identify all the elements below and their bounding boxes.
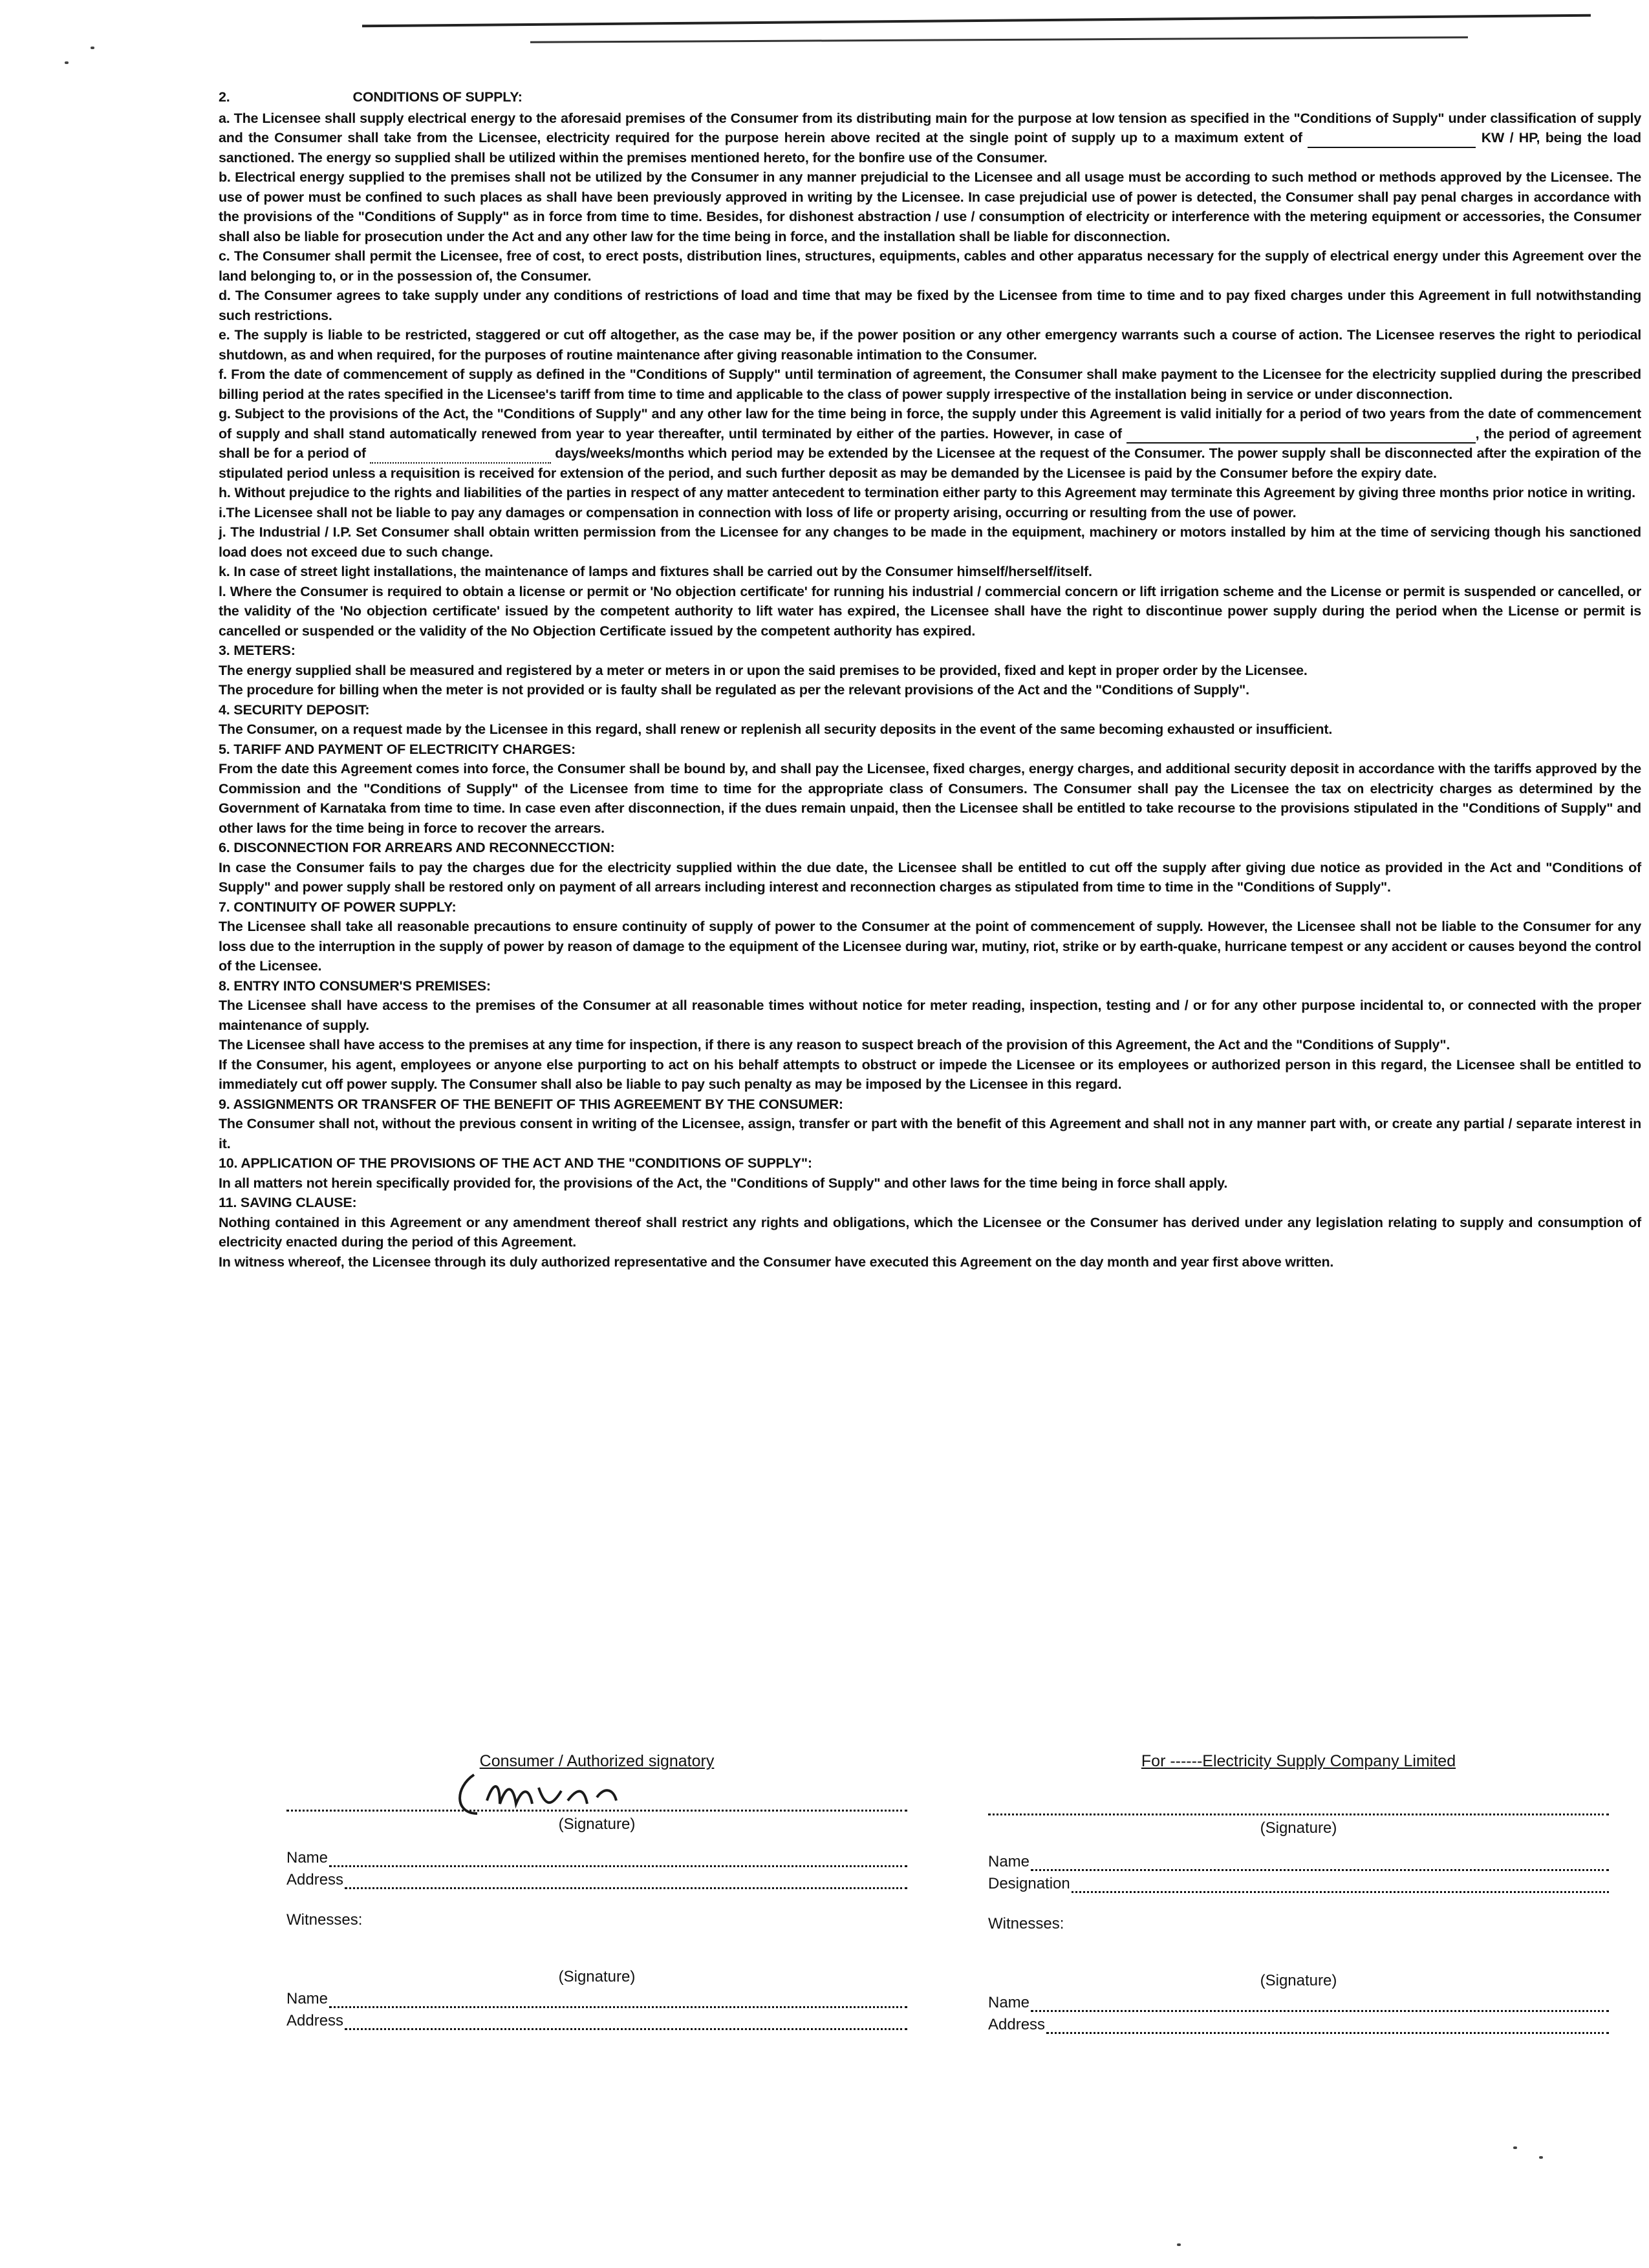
section-9-para: The Consumer shall not, without the previous consent in writing of the Licensee, assign, transfer or part with the benefit of this Agreement and shall not in any manner part with, or create any partial / separate interest in it. xyxy=(219,1116,1641,1151)
section-9-heading: 9. ASSIGNMENTS OR TRANSFER OF THE BENEFIT OF THIS AGREEMENT BY THE CONSUMER: xyxy=(219,1096,843,1112)
scan-speck xyxy=(91,47,94,49)
witness-name-field[interactable]: Name xyxy=(286,1990,907,2008)
scan-speck xyxy=(1513,2146,1517,2149)
case-blank xyxy=(1126,429,1476,444)
load-blank xyxy=(1308,134,1476,148)
section-7-para: The Licensee shall take all reasonable precautions to ensure continuity of supply of power to the Consumer at the point of commencement of supply. However, the Licensee shall not be liable to the Consumer for any loss due to the interruption in the supply of power by reason of damage to the equipment of the Licensee during war, mutiny, riot, strike or by earth-quake, hurricane tempest or any accident or causes beyond the control of the Licensee. xyxy=(219,919,1641,974)
witnesses-label: Witnesses: xyxy=(988,1915,1064,1932)
scan-edge-mark xyxy=(530,36,1468,46)
clause-d: d. The Consumer agrees to take supply under any conditions of restrictions of load and time that may be fixed by the Licensee from time to time and to pay fixed charges under this Agreement in full notwithstanding such restrictions. xyxy=(219,288,1641,323)
section-number: 2. xyxy=(219,89,230,105)
section-6-para: In case the Consumer fails to pay the charges due for the electricity supplied within the due date, the Licensee shall be entitled to cut off the supply after giving due notice as provided in the Act and "Conditions of Supply" and power supply shall be restored only on payment of all arrears including interest and reconnection charges as stipulated from time to time in the "Conditions of Supply". xyxy=(219,859,1641,895)
signature-label: (Signature) xyxy=(1260,1819,1337,1837)
clause-i: i.The Licensee shall not be liable to pay any damages or compensation in connection with loss of life or property arising, occurring or resulting from the use of power. xyxy=(219,504,1297,520)
consumer-signature-column xyxy=(286,1752,907,2030)
clause-a: a. The Licensee shall supply electrical energy to the aforesaid premises of the Consumer from its distributing main for the purpose at low tension as specified in the "Conditions of Supply" under classification of supply and the Consumer shall take from the Licensee, electricity required for the purpose herein above recited at the single point of supply up to a maximum extent of KW / HP, being the load sanctioned. The energy so supplied shall be utilized within the premises mentioned hereto, for the bonfire use of the Consumer. xyxy=(219,110,1641,166)
section-2-heading xyxy=(219,87,1641,107)
section-5-para: From the date this Agreement comes into force, the Consumer shall be bound by, and shall pay the Licensee, fixed charges, energy charges, and additional security deposit in accordance with the tariffs approved by the Commission and the "Conditions of Supply" of the Licensee from time to time for the appropriate class of Consumers. The Consumer shall pay the Licensee the tax on electricity charges as determined by the Government of Karnataka from time to time. In case even after disconnection, if the dues remain unpaid, then the Licensee shall be entitled to take recourse to the provisions stipulated in the "Conditions of Supply" and other laws for the time being in force to recover the arrears. xyxy=(219,761,1641,836)
section-11-heading: 11. SAVING CLAUSE: xyxy=(219,1195,357,1210)
clause-l: l. Where the Consumer is required to obtain a license or permit or 'No objection certificate' for running his industrial / commercial concern or lift irrigation scheme and the License or permit is suspended or cancelled, or the validity of the 'No objection certificate' issued by the competent authority to lift water has expired, the Licensee shall have the right to discontinue power supply during the period when the License or permit is cancelled or suspended or the validity of the No Objection Certificate issued by the competent authority has expired. xyxy=(219,583,1641,639)
witness-address-field[interactable]: Address xyxy=(286,2012,907,2030)
section-4-heading: 4. SECURITY DEPOSIT: xyxy=(219,701,370,718)
section-title: CONDITIONS OF SUPPLY: xyxy=(352,89,523,105)
section-8-para: The Licensee shall have access to the premises of the Consumer at all reasonable times without notice for meter reading, inspection, testing and / or for any other purpose incidental to, or connected with the proper maintenance of supply. xyxy=(219,998,1641,1033)
scan-speck xyxy=(65,61,69,64)
signature-label: (Signature) xyxy=(1260,1972,1337,1989)
clause-c: c. The Consumer shall permit the Licensee, free of cost, to erect posts, distribution lines, structures, equipments, cables and other apparatus necessary for the supply of electrical energy under this Agreement over the land belonging to, or in the possession of, the Consumer. xyxy=(219,248,1641,284)
section-5-heading: 5. TARIFF AND PAYMENT OF ELECTRICITY CHARGES: xyxy=(219,741,576,757)
consumer-address-field[interactable]: Address xyxy=(286,1871,907,1889)
licensee-designation-field[interactable]: Designation xyxy=(988,1875,1609,1893)
scan-edge-mark xyxy=(362,14,1591,37)
section-3-para: The energy supplied shall be measured and registered by a meter or meters in or upon the said premises to be provided, fixed and kept in proper order by the Licensee. xyxy=(219,662,1308,678)
agreement-body xyxy=(219,87,1641,1272)
witness-name-field[interactable]: Name xyxy=(988,1994,1609,2012)
section-7-heading: 7. CONTINUITY OF POWER SUPPLY: xyxy=(219,899,457,915)
clause-h: h. Without prejudice to the rights and liabilities of the parties in respect of any matter antecedent to termination either party to this Agreement may terminate this Agreement by giving three months prior notice in writing. xyxy=(219,485,1635,500)
clause-e: e. The supply is liable to be restricted, staggered or cut off altogether, as the case may be, if the power position or any other emergency warrants such a course of action. The Licensee reserves the right to periodical shutdown, as and when required, for the purposes of routine maintenance after giving reasonable intimation to the Consumer. xyxy=(219,327,1641,363)
signature-label: (Signature) xyxy=(558,1968,636,1985)
section-6-heading: 6. DISCONNECTION FOR ARREARS AND RECONNECCTION: xyxy=(219,840,615,855)
period-blank xyxy=(370,449,551,464)
clause-b: b. Electrical energy supplied to the premises shall not be utilized by the Consumer in any manner prejudicial to the Licensee and all usage must be according to such method or methods approved by the Licensee. The use of power must be confined to such places as shall have been previously approved in writing by the Licensee. In case prejudicial use of power is detected, the Consumer shall pay penal charges in accordance with the provisions of the "Conditions of Supply" as in force from time to time. Besides, for dishonest abstraction / use / consumption of electricity or interference with the metering equipment or accessories, the Consumer shall also be liable for prosecution under the Act and any other law for the time being in force, and the installation shall be liable for disconnection. xyxy=(219,169,1641,244)
scan-speck xyxy=(1539,2156,1543,2159)
scan-speck xyxy=(1177,2243,1181,2246)
licensee-heading: For ------Electricity Supply Company Limited xyxy=(1141,1752,1456,1770)
clause-f: f. From the date of commencement of supply as defined in the "Conditions of Supply" until termination of agreement, the Consumer shall make payment to the Licensee for the electricity supplied during the prescribed billing period at the rates specified in the Licensee's tariff from time to time and applicable to the class of power supply irrespective of the installation being in service or under disconnection. xyxy=(219,367,1641,402)
section-10-para: In all matters not herein specifically provided for, the provisions of the Act, the "Conditions of Supply" and other laws for the time being in force shall apply. xyxy=(219,1175,1228,1191)
section-8-para: If the Consumer, his agent, employees or anyone else purporting to act on his behalf attempts to obstruct or impede the Licensee or its employees or authorized person in this regard, the Licensee shall be entitled to immediately cut off power supply. The Consumer shall also be liable to pay such penalty as may be imposed by the Licensee in this regard. xyxy=(219,1056,1641,1092)
section-8-para: The Licensee shall have access to the premises at any time for inspection, if there is any reason to suspect breach of the provision of this Agreement, the Act and the "Conditions of Supply". xyxy=(219,1037,1450,1053)
clause-g: g. Subject to the provisions of the Act, the "Conditions of Supply" and any other law for the time being in force, the supply under this Agreement is valid initially for a period of two years from the date of commencement of supply and shall stand automatically renewed from year to year thereafter, until terminated by either of the parties. However, in case of , the period of agreement shall be for a period of days/weeks/months which period may be extended by the Licensee at the request of the Consumer. The power supply shall be disconnected after the expiration of the stipulated period unless a requisition is received for extension of the period, and such further deposit as may be demanded by the Licensee is paid by the Consumer before the expiry date. xyxy=(219,406,1641,481)
licensee-signature-column xyxy=(988,1752,1609,2034)
consumer-name-field[interactable]: Name xyxy=(286,1849,907,1867)
consumer-signatory-heading: Consumer / Authorized signatory xyxy=(479,1752,715,1770)
signature-label: (Signature) xyxy=(558,1815,636,1833)
witness-clause: In witness whereof, the Licensee through its duly authorized representative and the Consumer have executed this Agreement on the day month and year first above written. xyxy=(219,1254,1334,1270)
clause-j: j. The Industrial / I.P. Set Consumer shall obtain written permission from the Licensee for any changes to be made in the equipment, machinery or motors installed by him at the time of servicing though his sanctioned load does not exceed due to such change. xyxy=(219,524,1641,560)
witness-address-field[interactable]: Address xyxy=(988,2016,1609,2034)
section-10-heading: 10. APPLICATION OF THE PROVISIONS OF THE ACT AND THE "CONDITIONS OF SUPPLY": xyxy=(219,1155,812,1171)
section-3-para: The procedure for billing when the meter is not provided or is faulty shall be regulated as per the relevant provisions of the Act and the "Conditions of Supply". xyxy=(219,682,1249,698)
section-4-para: The Consumer, on a request made by the Licensee in this regard, shall renew or replenish all security deposits in the event of the same becoming exhausted or insufficient. xyxy=(219,722,1333,737)
handwritten-signature xyxy=(448,1768,629,1820)
licensee-name-field[interactable]: Name xyxy=(988,1853,1609,1871)
witnesses-label: Witnesses: xyxy=(286,1911,363,1929)
signature-block xyxy=(219,1752,1641,2153)
clause-k: k. In case of street light installations, the maintenance of lamps and fixtures shall be carried out by the Consumer himself/herself/itself. xyxy=(219,564,1092,579)
section-3-heading: 3. METERS: xyxy=(219,643,296,658)
signature-line[interactable] xyxy=(988,1797,1609,1815)
section-8-heading: 8. ENTRY INTO CONSUMER'S PREMISES: xyxy=(219,978,491,994)
section-11-para: Nothing contained in this Agreement or any amendment thereof shall restrict any rights and obligations, which the Licensee or the Consumer has derived under any legislation relating to supply and consumption of electricity enacted during the period of this Agreement. xyxy=(219,1214,1641,1250)
